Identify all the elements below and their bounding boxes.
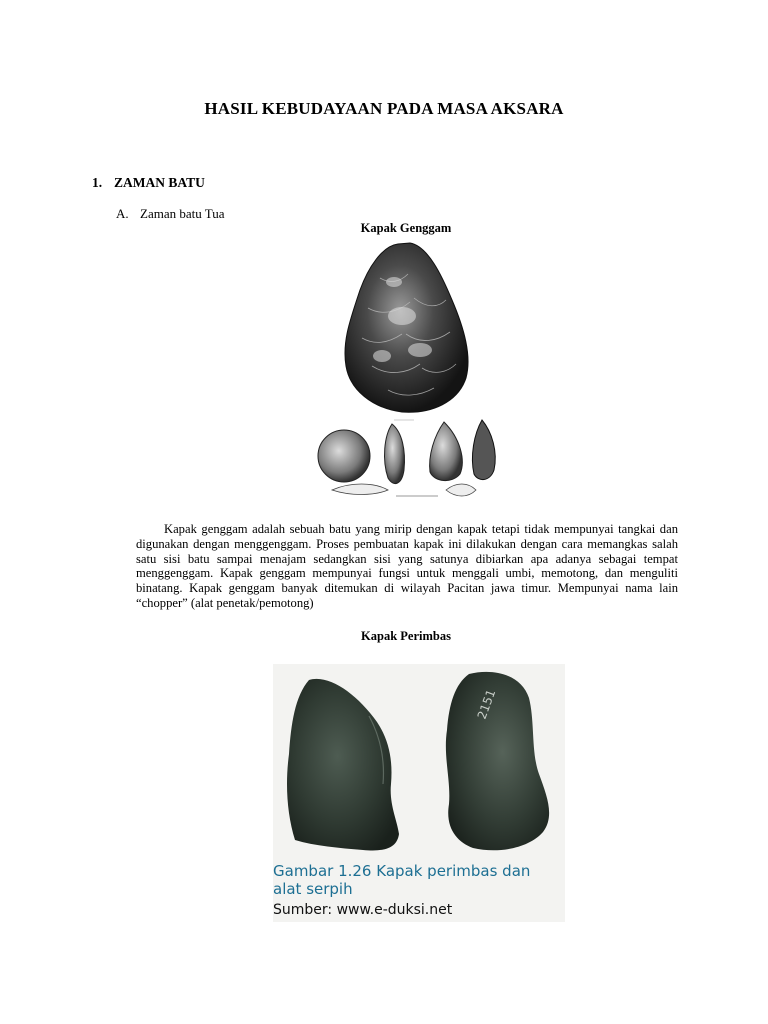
subsection-heading (116, 206, 225, 222)
flake-tool-narrow (385, 424, 405, 484)
flake-tool-pointed (430, 422, 463, 481)
hand-axe-figure (310, 238, 510, 510)
body-paragraph: Kapak genggam adalah sebuah batu yang mirip dengan kapak tetapi tidak mempunyai tangkai dan digunakan dengan menggenggam. Proses pembuatan kapak ini dilakukan dengan cara memangkas salah satu sisi batu sampai menajam sedangkan sisi yang satunya dibiarkan apa adanya sebagai tempat menggenggam. Kapak genggam mempunyai fungsi untuk menggali umbi, memotong, dan menguliti binatang. Kapak genggam banyak ditemukan di wilayah Pacitan jawa timur. Mempunyai nama lain “chopper” (alat penetak/pemotong) (136, 522, 678, 610)
section-number: 1. (92, 175, 103, 190)
stone-number-label: 2151 (474, 687, 499, 722)
image-caption-line1: Gambar 1.26 Kapak perimbas dan (273, 862, 531, 880)
subsection-letter: A. (116, 206, 129, 221)
figure1-caption: Kapak Genggam (360, 221, 452, 235)
document-title: HASIL KEBUDAYAAN PADA MASA AKSARA (204, 99, 564, 118)
image-source-text: Sumber: www.e-duksi.net (273, 902, 453, 918)
hand-axe-main-shape (345, 243, 468, 412)
hand-axe-illustration (310, 238, 510, 510)
image-caption-line2: alat serpih (273, 880, 353, 898)
chopper-figure (273, 664, 565, 922)
section-title: ZAMAN BATU (114, 175, 205, 190)
flake-tool-dark (472, 420, 495, 480)
figure2-caption: Kapak Perimbas (361, 629, 451, 643)
chopper-photo (273, 664, 565, 922)
section-heading (92, 175, 205, 191)
flake-tool-round (318, 430, 370, 482)
subsection-title: Zaman batu Tua (140, 206, 225, 221)
